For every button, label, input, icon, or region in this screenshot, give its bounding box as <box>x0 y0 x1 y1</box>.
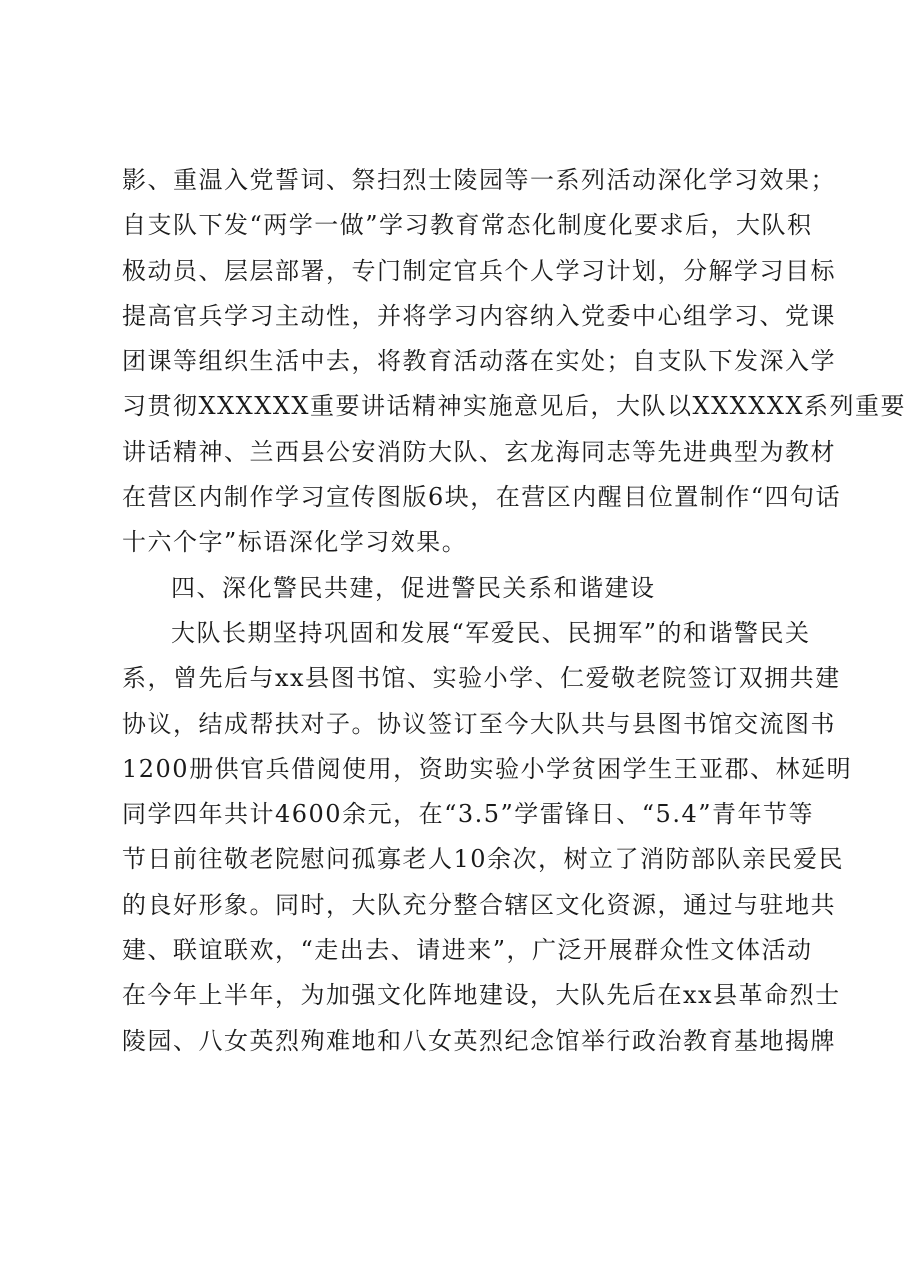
text-line: 在营区内制作学习宣传图版6块，在营区内醒目位置制作“四句话 <box>122 483 842 512</box>
text-line: 讲话精神、兰西县公安消防大队、玄龙海同志等先进典型为教材 <box>122 437 836 466</box>
text-line: 1200册供官兵借阅使用，资助实验小学贫困学生王亚郡、林延明 <box>122 754 853 783</box>
paragraph-first-line: 大队长期坚持巩固和发展“军爱民、民拥军”的和谐警民关 <box>171 618 811 647</box>
text-line: 自支队下发“两学一做”学习教育常态化制度化要求后，大队积 <box>122 211 813 240</box>
text-line: 协议，结成帮扶对子。协议签订至今大队共与县图书馆交流图书 <box>122 709 836 738</box>
text-line: 十六个字”标语深化学习效果。 <box>122 528 468 557</box>
text-line: 建、联谊联欢，“走出去、请进来”，广泛开展群众性文体活动 <box>122 936 813 965</box>
text-line: 影、重温入党誓词、祭扫烈士陵园等一系列活动深化学习效果； <box>122 166 836 194</box>
document-body <box>122 158 907 1064</box>
text-line: 同学四年共计4600余元，在“3.5”学雷锋日、“5.4”青年节等 <box>122 800 814 829</box>
text-line: 的良好形象。同时，大队充分整合辖区文化资源，通过与驻地共 <box>122 890 836 919</box>
text-line: 团课等组织生活中去，将教育活动落在实处；自支队下发深入学 <box>122 347 836 376</box>
section-heading: 四、深化警民共建，促进警民关系和谐建设 <box>171 573 656 602</box>
text-line: 系，曾先后与xx县图书馆、实验小学、仁爱敬老院签订双拥共建 <box>122 664 841 693</box>
text-line: 提高官兵学习主动性，并将学习内容纳入党委中心组学习、党课 <box>122 301 836 330</box>
text-line: 在今年上半年，为加强文化阵地建设，大队先后在xx县革命烈士 <box>122 981 841 1010</box>
text-line: 极动员、层层部署，专门制定官兵个人学习计划，分解学习目标 <box>122 256 836 285</box>
text-line: 节日前往敬老院慰问孤寡老人10余次，树立了消防部队亲民爱民 <box>122 845 845 874</box>
text-line: 习贯彻XXXXXX重要讲话精神实施意见后，大队以XXXXXX系列重要 <box>122 392 907 421</box>
text-line: 陵园、八女英烈殉难地和八女英烈纪念馆举行政治教育基地揭牌 <box>122 1026 836 1055</box>
